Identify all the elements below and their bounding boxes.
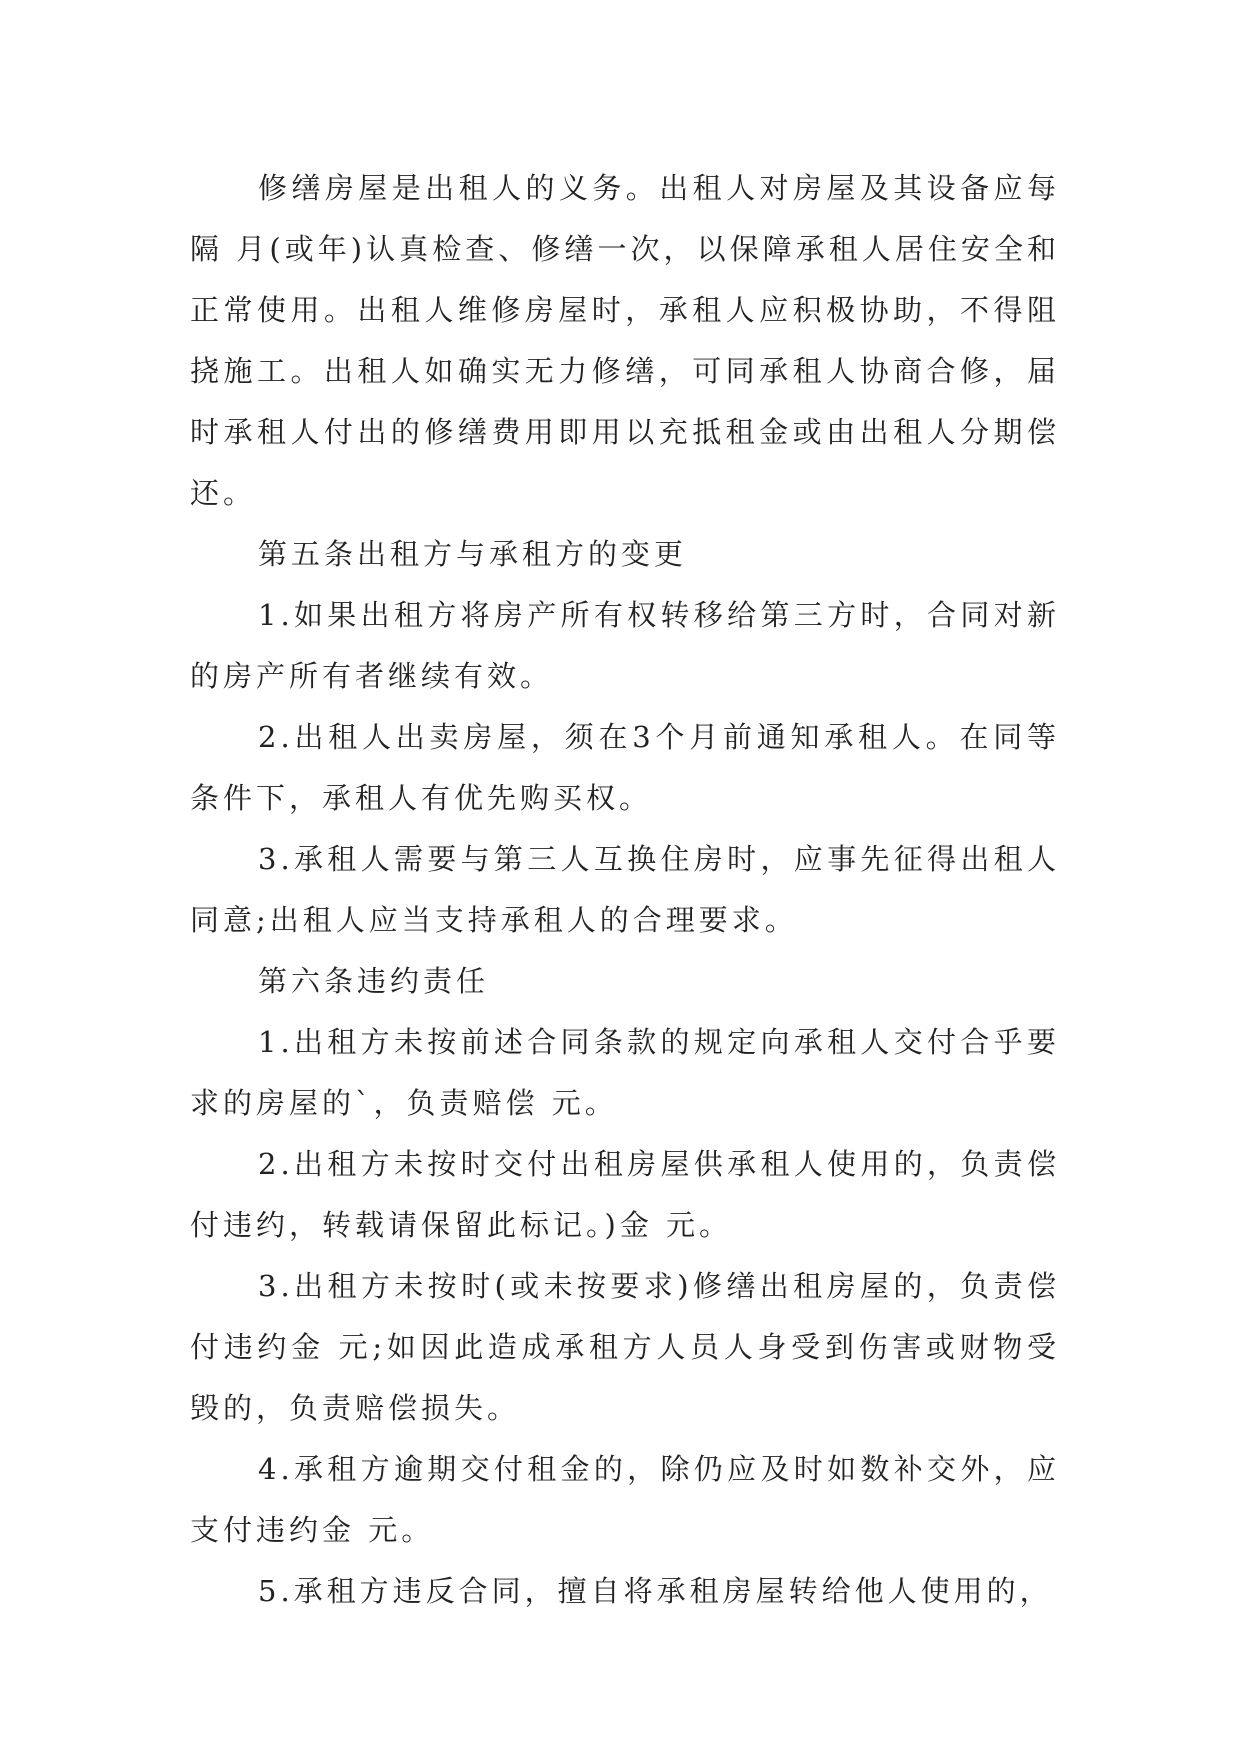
document-page <box>190 158 1060 1622</box>
heading-article-6: 第六条违约责任 <box>258 964 490 998</box>
clause-6-1: 1.出租方未按前述合同条款的规定向承租人交付合乎要求的房屋的`，负责赔偿 元。 <box>190 1025 1060 1120</box>
clause-6-3: 3.出租方未按时(或未按要求)修缮出租房屋的，负责偿付违约金 元;如因此造成承租方人员人身受到伤害或财物受毁的，负责赔偿损失。 <box>190 1269 1060 1425</box>
clause-5-1: 1.如果出租方将房产所有权转移给第三方时，合同对新的房产所有者继续有效。 <box>190 598 1060 693</box>
clause-5-2: 2.出租人出卖房屋，须在3个月前通知承租人。在同等条件下，承租人有优先购买权。 <box>190 720 1060 815</box>
clause-5-3: 3.承租人需要与第三人互换住房时，应事先征得出租人同意;出租人应当支持承租人的合理要求。 <box>190 842 1060 937</box>
paragraph-repair-obligation: 修缮房屋是出租人的义务。出租人对房屋及其设备应每隔 月(或年)认真检查、修缮一次，以保障承租人居住安全和正常使用。出租人维修房屋时，承租人应积极协助，不得阻挠施工。出租人如确实无力修缮，可同承租人协商合修，届时承租人付出的修缮费用即用以充抵租金或由出租人分期偿还。 <box>190 171 1060 510</box>
heading-article-5: 第五条出租方与承租方的变更 <box>258 537 688 571</box>
clause-6-5: 5.承租方违反合同，擅自将承租房屋转给他人使用的， <box>258 1574 1053 1608</box>
clause-6-4: 4.承租方逾期交付租金的，除仍应及时如数补交外，应支付违约金 元。 <box>190 1452 1060 1547</box>
clause-6-2: 2.出租方未按时交付出租房屋供承租人使用的，负责偿付违约，转载请保留此标记。)金 元。 <box>190 1147 1060 1242</box>
